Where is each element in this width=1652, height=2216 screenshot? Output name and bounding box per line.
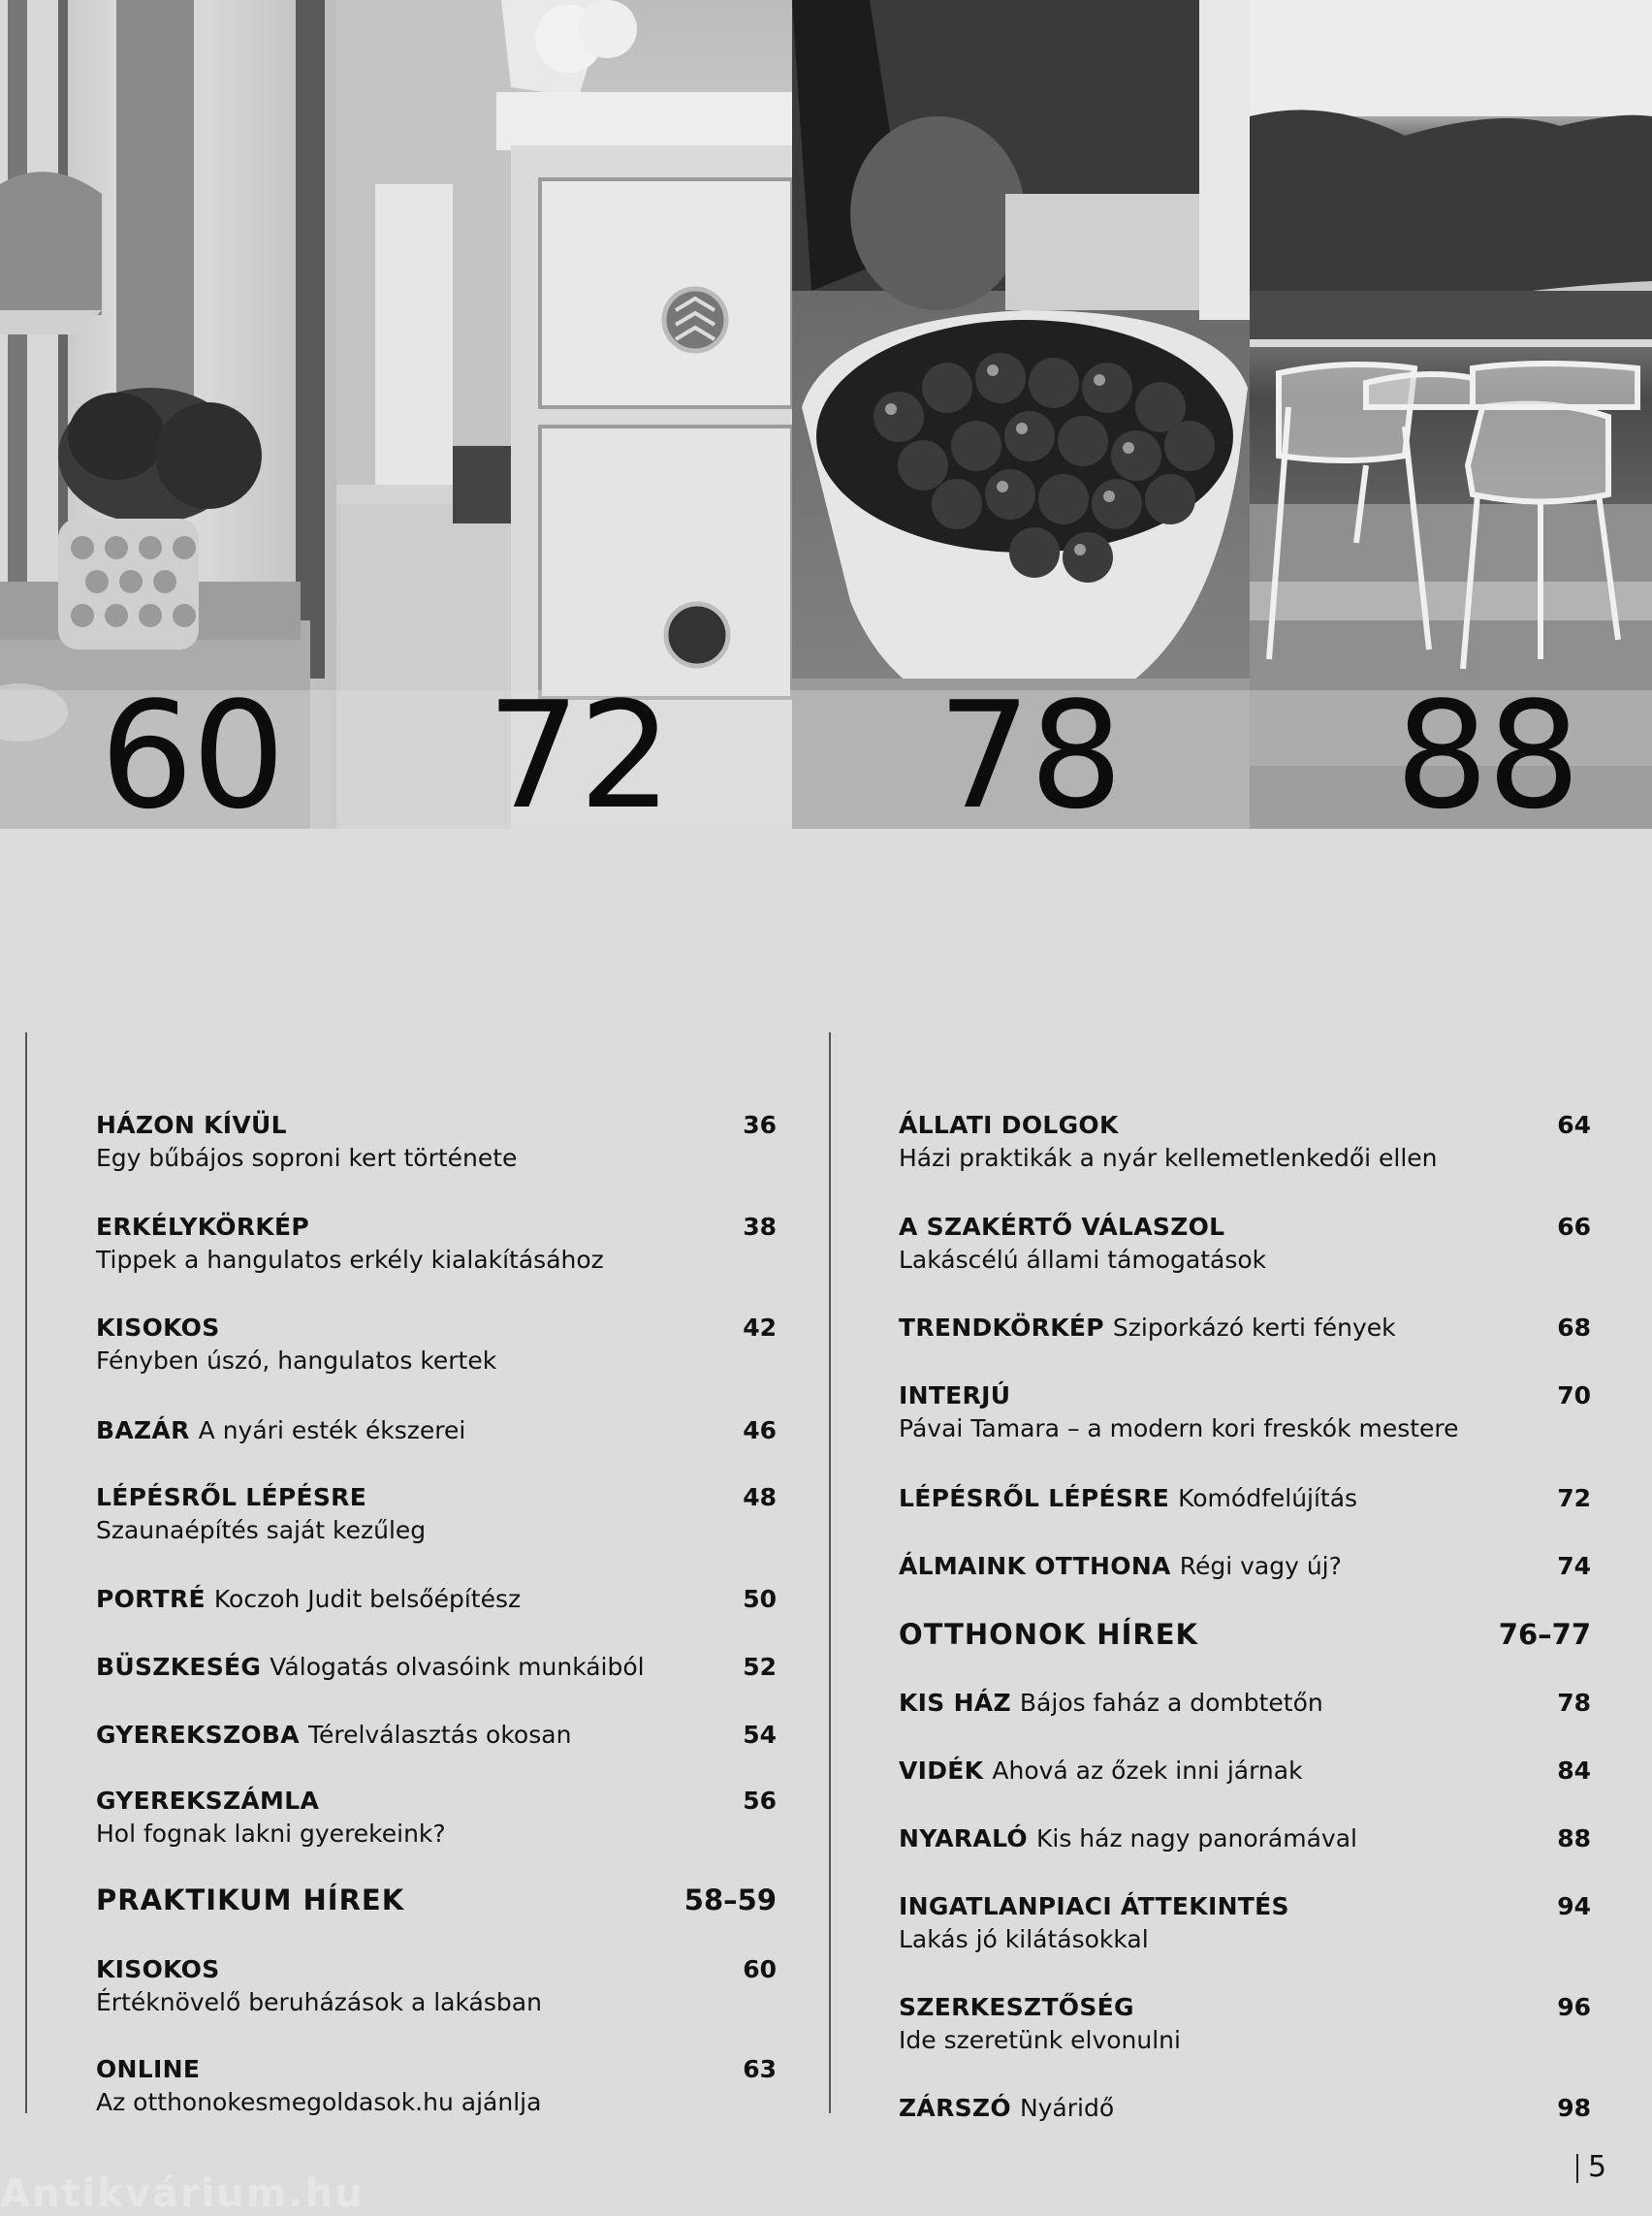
toc-entry-page: 66 bbox=[1557, 1213, 1591, 1241]
toc-entry-title: ÁLLATI DOLGOK bbox=[899, 1111, 1119, 1139]
toc-entry-title: TRENDKÖRKÉP bbox=[899, 1314, 1104, 1342]
page-number-78: 78 bbox=[937, 670, 1122, 829]
toc-entry-title: VIDÉK bbox=[899, 1757, 984, 1785]
page-folio: 5 bbox=[1588, 2150, 1607, 2184]
toc-entry-page: 88 bbox=[1557, 1824, 1591, 1852]
toc-entry-description: Házi praktikák a nyár kellemetlenkedői ellen bbox=[899, 1144, 1438, 1172]
toc-entry-inline-description: Koczoh Judit belsőépítész bbox=[213, 1585, 522, 1613]
toc-entry-inline-description: Térelválasztás okosan bbox=[307, 1721, 572, 1749]
toc-entry-description: Lakáscélú állami támogatások bbox=[899, 1246, 1267, 1274]
toc-entry[interactable] bbox=[899, 1687, 1591, 1720]
toc-entry-inline-description: Sziporkázó kerti fények bbox=[1112, 1314, 1396, 1342]
page-number-72: 72 bbox=[487, 670, 671, 829]
photo-dresser[interactable] bbox=[336, 0, 792, 829]
toc-entry[interactable] bbox=[899, 1379, 1591, 1445]
toc-entry[interactable] bbox=[899, 1755, 1591, 1788]
toc-entry-description: Egy bűbájos soproni kert története bbox=[96, 1144, 518, 1172]
photo-window-plant[interactable] bbox=[0, 0, 336, 829]
toc-entry[interactable] bbox=[899, 1550, 1591, 1583]
toc-entry-page: 78 bbox=[1557, 1689, 1591, 1717]
toc-entry-page: 63 bbox=[743, 2055, 777, 2083]
toc-entry[interactable] bbox=[96, 2053, 777, 2119]
toc-entry-page: 70 bbox=[1557, 1381, 1591, 1409]
toc-entry-description: Értéknövelő beruházások a lakásban bbox=[96, 1988, 542, 2016]
toc-entry-title: SZERKESZTŐSÉG bbox=[899, 1993, 1134, 2021]
toc-entry-title: KISOKOS bbox=[96, 1955, 220, 1983]
toc-entry[interactable] bbox=[96, 1414, 777, 1447]
toc-entry[interactable] bbox=[96, 1953, 777, 2019]
toc-entry-title: BÜSZKESÉG bbox=[96, 1653, 262, 1681]
watermark: Antikvárium.hu bbox=[0, 2171, 365, 2216]
toc-entry-description: Hol fognak lakni gyerekeink? bbox=[96, 1820, 446, 1848]
toc-entry-title: GYEREKSZÁMLA bbox=[96, 1787, 320, 1815]
toc-entry[interactable] bbox=[96, 1719, 777, 1752]
toc-entry-inline-description: Nyáridő bbox=[1019, 2094, 1115, 2122]
photo-strip bbox=[0, 0, 1652, 829]
toc-entry-title: INTERJÚ bbox=[899, 1381, 1011, 1409]
page-number-88: 88 bbox=[1395, 670, 1579, 829]
toc-entry-inline-description: Komódfelújítás bbox=[1178, 1484, 1358, 1512]
toc-entry-title: HÁZON KÍVÜL bbox=[96, 1111, 287, 1139]
toc-entry-page: 98 bbox=[1557, 2094, 1591, 2122]
toc-entry[interactable] bbox=[96, 1109, 777, 1175]
toc-entry-description: Fényben úszó, hangulatos kertek bbox=[96, 1346, 497, 1375]
toc-entry[interactable] bbox=[899, 2092, 1591, 2125]
toc-entry-section[interactable] bbox=[899, 1616, 1591, 1653]
toc-entry-title: ERKÉLYKÖRKÉP bbox=[96, 1213, 310, 1241]
toc-entry-title: KIS HÁZ bbox=[899, 1689, 1011, 1717]
toc-entry-description: Szaunaépítés saját kezűleg bbox=[96, 1516, 427, 1544]
toc-entry-title: LÉPÉSRŐL LÉPÉSRE bbox=[899, 1484, 1170, 1512]
toc-entry[interactable] bbox=[899, 1312, 1591, 1345]
toc-entry[interactable] bbox=[96, 1211, 777, 1277]
toc-entry-title: ZÁRSZÓ bbox=[899, 2094, 1011, 2122]
toc-entry-inline-description: Kis ház nagy panorámával bbox=[1036, 1824, 1357, 1852]
toc-entry-inline-description: Bájos faház a dombtetőn bbox=[1019, 1689, 1323, 1717]
toc-entry-page: 42 bbox=[743, 1314, 777, 1342]
toc-entry-title: NYARALÓ bbox=[899, 1824, 1028, 1852]
toc-entry-page: 94 bbox=[1557, 1892, 1591, 1920]
toc-entry[interactable] bbox=[96, 1481, 777, 1547]
photo-terrace[interactable] bbox=[1250, 0, 1652, 829]
toc-entry[interactable] bbox=[96, 1785, 777, 1851]
toc-entry-title: GYEREKSZOBA bbox=[96, 1721, 300, 1749]
toc-entry-page: 50 bbox=[743, 1585, 777, 1613]
toc-entry-page: 74 bbox=[1557, 1552, 1591, 1580]
toc-entry-title: BAZÁR bbox=[96, 1416, 190, 1444]
toc-entry-page: 54 bbox=[743, 1721, 777, 1749]
toc-entry-page: 48 bbox=[743, 1483, 777, 1511]
toc-entry-title: A SZAKÉRTŐ VÁLASZOL bbox=[899, 1213, 1225, 1241]
toc-entry[interactable] bbox=[899, 1211, 1591, 1277]
toc-entry-title: PRAKTIKUM HÍREK bbox=[96, 1884, 405, 1916]
toc-entry-description: Tippek a hangulatos erkély kialakításához bbox=[96, 1246, 604, 1274]
toc-entry-page: 72 bbox=[1557, 1484, 1591, 1512]
toc-entry[interactable] bbox=[899, 1109, 1591, 1175]
toc-entry-page: 52 bbox=[743, 1653, 777, 1681]
toc-entry-page: 96 bbox=[1557, 1993, 1591, 2021]
center-column-rule bbox=[829, 1032, 831, 2113]
toc-entry[interactable] bbox=[899, 1482, 1591, 1515]
page-number-60: 60 bbox=[100, 670, 284, 829]
toc-entry-description: Az otthonokesmegoldasok.hu ajánlja bbox=[96, 2088, 542, 2116]
toc-entry-title: KISOKOS bbox=[96, 1314, 220, 1342]
toc-entry[interactable] bbox=[899, 1991, 1591, 2057]
toc-entry-page: 68 bbox=[1557, 1314, 1591, 1342]
toc-entry-page: 56 bbox=[743, 1787, 777, 1815]
toc-entry[interactable] bbox=[899, 1822, 1591, 1855]
toc-entry[interactable] bbox=[899, 1890, 1591, 1956]
toc-entry-page: 84 bbox=[1557, 1757, 1591, 1785]
toc-entry-page: 46 bbox=[743, 1416, 777, 1444]
toc-entry-description: Lakás jó kilátásokkal bbox=[899, 1925, 1149, 1953]
toc-entry-page: 60 bbox=[743, 1955, 777, 1983]
toc-entry-title: LÉPÉSRŐL LÉPÉSRE bbox=[96, 1483, 367, 1511]
toc-entry-page: 36 bbox=[743, 1111, 777, 1139]
toc-entry-description: Pávai Tamara – a modern kori freskók mestere bbox=[899, 1414, 1459, 1442]
toc-entry-inline-description: Ahová az őzek inni járnak bbox=[992, 1757, 1303, 1785]
toc-entry-inline-description: Válogatás olvasóink munkáiból bbox=[270, 1653, 645, 1681]
folio-divider bbox=[1576, 2154, 1578, 2183]
toc-entry-page: 38 bbox=[743, 1213, 777, 1241]
toc-entry-title: ONLINE bbox=[96, 2055, 201, 2083]
toc-entry-title: INGATLANPIACI ÁTTEKINTÉS bbox=[899, 1892, 1289, 1920]
toc-entry[interactable] bbox=[96, 1651, 777, 1684]
toc-entry-section[interactable] bbox=[96, 1882, 777, 1918]
toc-entry[interactable] bbox=[96, 1312, 777, 1377]
toc-entry-inline-description: Régi vagy új? bbox=[1179, 1552, 1342, 1580]
toc-entry-page: 58–59 bbox=[683, 1884, 777, 1916]
toc-entry-title: PORTRÉ bbox=[96, 1585, 206, 1613]
toc-entry-page: 76–77 bbox=[1498, 1618, 1591, 1651]
toc-entry-inline-description: A nyári esték ékszerei bbox=[198, 1416, 466, 1444]
toc-entry-title: ÁLMAINK OTTHONA bbox=[899, 1552, 1171, 1580]
left-column-rule bbox=[25, 1032, 27, 2113]
photo-cherry-bowl[interactable] bbox=[792, 0, 1250, 829]
toc-entry-description: Ide szeretünk elvonulni bbox=[899, 2026, 1181, 2054]
toc-entry-title: OTTHONOK HÍREK bbox=[899, 1618, 1198, 1651]
toc-entry[interactable] bbox=[96, 1583, 777, 1616]
toc-entry-page: 64 bbox=[1557, 1111, 1591, 1139]
